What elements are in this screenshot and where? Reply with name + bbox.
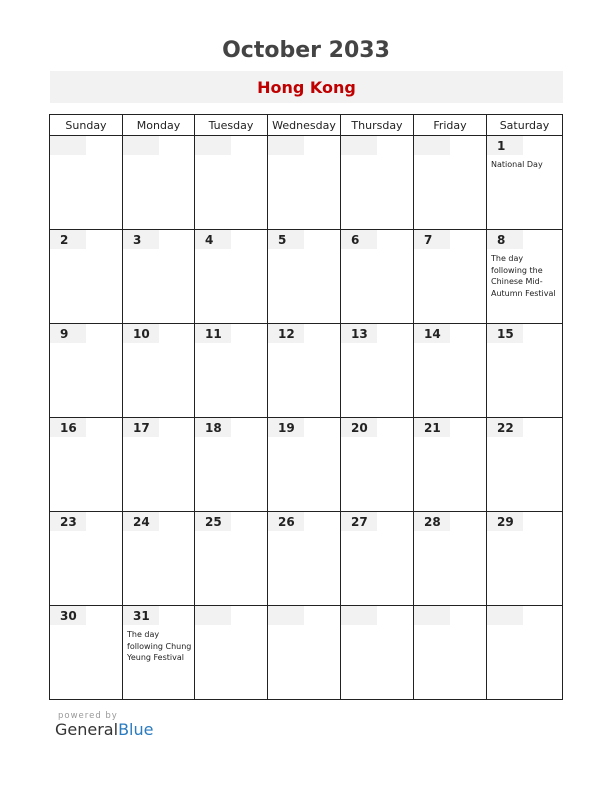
day-number: 28 <box>424 515 441 529</box>
brand-name-blue: Blue <box>118 720 154 739</box>
brand-name-general: General <box>55 720 119 739</box>
day-cell[interactable] <box>123 418 195 512</box>
day-cell[interactable] <box>487 136 563 230</box>
day-cell[interactable] <box>50 324 123 418</box>
day-number: 21 <box>424 421 441 435</box>
day-number: 12 <box>278 327 295 341</box>
day-cell[interactable] <box>268 136 341 230</box>
day-number: 22 <box>497 421 514 435</box>
day-cell[interactable] <box>341 230 414 324</box>
holiday-label: National Day <box>491 160 543 169</box>
day-cell[interactable] <box>195 512 268 606</box>
day-cell[interactable] <box>414 230 487 324</box>
day-number: 23 <box>60 515 77 529</box>
day-number: 7 <box>424 233 433 247</box>
day-number: 19 <box>278 421 295 435</box>
day-cell[interactable] <box>50 230 123 324</box>
day-number: 4 <box>205 233 214 247</box>
page-title: October 2033 <box>222 38 390 63</box>
day-cell[interactable] <box>487 606 563 700</box>
day-cell[interactable] <box>268 606 341 700</box>
day-cell[interactable] <box>487 418 563 512</box>
day-number: 18 <box>205 421 222 435</box>
day-number-background <box>414 136 450 155</box>
day-cell[interactable] <box>50 606 123 700</box>
day-number: 14 <box>424 327 441 341</box>
week-row <box>50 324 563 418</box>
day-cell[interactable] <box>268 512 341 606</box>
day-cell[interactable] <box>341 512 414 606</box>
week-row <box>50 512 563 606</box>
day-cell[interactable] <box>195 606 268 700</box>
weekday-header: Saturday <box>487 115 563 136</box>
day-cell[interactable] <box>341 324 414 418</box>
day-cell[interactable] <box>123 230 195 324</box>
day-cell[interactable] <box>487 512 563 606</box>
day-number: 3 <box>133 233 142 247</box>
day-number: 31 <box>133 609 150 623</box>
day-cell[interactable] <box>341 606 414 700</box>
week-row <box>50 606 563 700</box>
week-row <box>50 230 563 324</box>
day-number: 13 <box>351 327 368 341</box>
day-number: 29 <box>497 515 514 529</box>
day-cell[interactable] <box>123 136 195 230</box>
day-number: 20 <box>351 421 368 435</box>
day-number-background <box>195 136 231 155</box>
day-number: 16 <box>60 421 77 435</box>
day-cell[interactable] <box>341 136 414 230</box>
day-number: 30 <box>60 609 77 623</box>
day-number: 6 <box>351 233 360 247</box>
region-label: Hong Kong <box>257 78 356 97</box>
day-cell[interactable] <box>487 324 563 418</box>
powered-by-label: powered by <box>58 711 118 721</box>
day-cell[interactable] <box>195 418 268 512</box>
day-cell[interactable] <box>414 324 487 418</box>
day-number: 10 <box>133 327 150 341</box>
calendar-grid <box>49 114 563 700</box>
week-row <box>50 136 563 230</box>
day-cell[interactable] <box>414 512 487 606</box>
day-cell[interactable] <box>268 230 341 324</box>
day-cell[interactable] <box>50 418 123 512</box>
day-number: 11 <box>205 327 222 341</box>
day-number-background <box>50 136 86 155</box>
weekday-header: Wednesday <box>268 115 341 136</box>
day-number: 5 <box>278 233 287 247</box>
day-number-background <box>341 606 377 625</box>
day-cell[interactable] <box>414 606 487 700</box>
day-number: 2 <box>60 233 69 247</box>
day-number: 17 <box>133 421 150 435</box>
day-number-background <box>268 606 304 625</box>
day-cell[interactable] <box>414 136 487 230</box>
day-number: 1 <box>497 139 506 153</box>
day-number-background <box>268 136 304 155</box>
day-cell[interactable] <box>487 230 563 324</box>
day-number: 8 <box>497 233 506 247</box>
holiday-label: The day following the Chinese Mid-Autumn Festival <box>491 254 556 298</box>
weekday-header: Friday <box>414 115 487 136</box>
day-number: 24 <box>133 515 150 529</box>
day-number-background <box>195 606 231 625</box>
day-number-background <box>341 136 377 155</box>
day-cell[interactable] <box>50 512 123 606</box>
day-cell[interactable] <box>195 230 268 324</box>
day-cell[interactable] <box>123 324 195 418</box>
day-number: 26 <box>278 515 295 529</box>
week-row <box>50 418 563 512</box>
day-cell[interactable] <box>123 606 195 700</box>
weekday-header-row <box>50 115 563 136</box>
day-number: 9 <box>60 327 69 341</box>
day-cell[interactable] <box>341 418 414 512</box>
region-banner <box>50 71 563 103</box>
holiday-label: The day following Chung Yeung Festival <box>127 630 192 662</box>
day-number: 25 <box>205 515 222 529</box>
day-cell[interactable] <box>123 512 195 606</box>
day-cell[interactable] <box>268 324 341 418</box>
day-number-background <box>123 136 159 155</box>
day-number: 27 <box>351 515 368 529</box>
day-cell[interactable] <box>50 136 123 230</box>
day-cell[interactable] <box>414 418 487 512</box>
day-number-background <box>414 606 450 625</box>
day-cell[interactable] <box>195 324 268 418</box>
weekday-header: Thursday <box>341 115 414 136</box>
weekday-header: Monday <box>123 115 195 136</box>
day-number-background <box>487 606 523 625</box>
day-cell[interactable] <box>195 136 268 230</box>
day-cell[interactable] <box>268 418 341 512</box>
brand-logo[interactable] <box>55 720 153 739</box>
day-number: 15 <box>497 327 514 341</box>
weekday-header: Sunday <box>50 115 123 136</box>
weekday-header: Tuesday <box>195 115 268 136</box>
